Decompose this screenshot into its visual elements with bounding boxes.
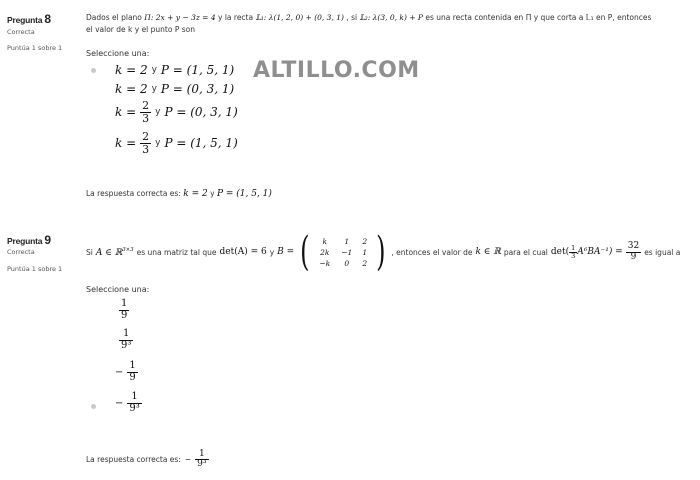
matrix-grid [313,237,373,268]
fraction [119,299,129,321]
fraction [127,361,137,383]
answer-option-c[interactable] [115,100,238,124]
question-label: Pregunta 8 [7,12,51,26]
fraction [140,100,151,124]
answer-option-b[interactable] [115,329,133,351]
option-point: P = (0, 3, 1) [164,105,238,120]
fraction-numerator: 2 [142,130,150,143]
option-point: P = (1, 5, 1) [160,63,235,77]
option-conj: y [151,65,157,75]
question-number: 9 [44,233,51,247]
matrix-cell: −1 [341,247,353,257]
question-label: Pregunta 9 [7,233,51,247]
select-prompt: Seleccione una: [86,49,150,58]
question-text: es una matriz tal que [136,247,217,257]
answer-option-d[interactable] [115,392,142,414]
matrix-cell: k [322,236,328,246]
question-text: es una recta contenida en Π y que corta a 𝕃₁ en P, entonces [425,13,652,22]
option-radio[interactable] [91,404,96,409]
fraction-numerator: 1 [123,328,130,339]
fraction-denominator: 3 [142,111,150,125]
question-text: , entonces el valor de [391,247,473,257]
fraction-denominator: 9³ [197,459,207,470]
question-text: Dados el plano [86,13,142,22]
matrix-cell: 2 [362,258,368,268]
matrix-cell: −k [319,258,331,268]
correct-answer-feedback [86,450,209,470]
question-number: 8 [44,12,51,26]
option-radio[interactable] [91,68,96,73]
det-expression: det( $\frac{1}{3}$ A⁶BA⁻¹) = [550,243,623,260]
fraction-denominator: 9 [121,309,128,321]
line-1-equation: 𝕃₁: λ(1, 2, 0) + (0, 3, 1) [255,13,344,22]
fraction-denominator: 3 [571,251,576,260]
select-prompt: Seleccione una: [86,285,150,294]
fraction-denominator: 9 [129,371,136,383]
question-grade: Puntúa 1 sobre 1 [7,44,63,52]
option-sign: − [115,366,124,378]
feedback-point: P = (1, 5, 1) [216,189,272,199]
fraction-denominator: 3 [142,142,150,156]
fraction [569,245,577,260]
feedback-sign: − [184,455,192,465]
option-conj: y [151,84,157,94]
answer-option-c[interactable] [115,361,138,383]
feedback-label: La respuesta correcta es: [86,455,181,465]
matrix-cell: 2 [362,236,368,246]
matrix-cell: 1 [362,247,368,257]
fraction-numerator: 1 [121,298,128,309]
feedback-label: La respuesta correcta es: [86,189,181,198]
question-text: y [269,247,275,257]
answer-option-a[interactable] [115,63,234,77]
fraction-numerator: 1 [131,391,138,402]
option-sign: − [115,397,124,409]
fraction-numerator: 1 [198,449,205,459]
option-k: k = 2 [115,82,148,96]
right-paren: ) [375,229,386,275]
option-k: k = [115,136,137,151]
fraction-denominator: 9³ [129,402,140,414]
k-in-reals: k ∈ ℝ [475,247,501,257]
feedback-conj: y [210,189,215,198]
answer-option-d[interactable] [115,131,238,155]
fraction-numerator: 32 [627,241,640,252]
option-conj: y [155,138,161,149]
matrix-cell: 0 [344,258,350,268]
fraction-denominator: 9 [630,251,637,262]
question-state: Correcta [7,28,35,36]
line-2-equation: 𝕃₂: λ(3, 0, k) + P [359,13,423,22]
matrix-set: A ∈ ℝ$^{3\times 3}$ [95,246,134,258]
matrix-cell: 2k [320,247,330,257]
plane-equation: Π: 2x + y − 3z = 4 [144,13,216,22]
fraction-numerator: 1 [129,360,136,371]
fraction-numerator: 1 [571,243,576,252]
question-9-text [86,230,686,274]
question-state: Correcta [7,248,35,256]
option-conj: y [155,107,161,118]
question-text: , si [346,13,358,22]
option-point: P = (1, 5, 1) [164,136,238,151]
fraction [140,131,151,155]
option-k: k = [115,105,137,120]
option-point: P = (0, 3, 1) [160,82,235,96]
question-8-text-line-2: el valor de k y el punto P son [86,25,195,34]
matrix-cell: 1 [344,236,350,246]
question-text: es igual a [644,247,681,257]
question-8-text-line-1 [86,13,686,22]
question-text: Si [86,247,93,257]
fraction-numerator: 2 [142,99,150,112]
feedback-k: k = 2 [183,189,208,199]
question-text: para el cual [503,247,548,257]
matrix-b [297,229,388,275]
left-paren: ( [300,229,310,275]
fraction [127,392,141,414]
fraction [119,329,133,351]
answer-option-b[interactable] [115,82,234,96]
option-k: k = 2 [115,63,148,77]
fraction [626,242,641,262]
question-text: y la recta [218,13,254,22]
b-equals: B = [277,247,295,257]
correct-answer-feedback [86,189,272,199]
answer-option-a[interactable] [115,299,129,321]
fraction-denominator: 9³ [121,339,132,351]
det-a: det(A) = 6 [219,247,267,257]
fraction [195,450,208,470]
watermark-logo: ALTILLO.COM [253,58,420,83]
question-grade: Puntúa 1 sobre 1 [7,265,63,273]
